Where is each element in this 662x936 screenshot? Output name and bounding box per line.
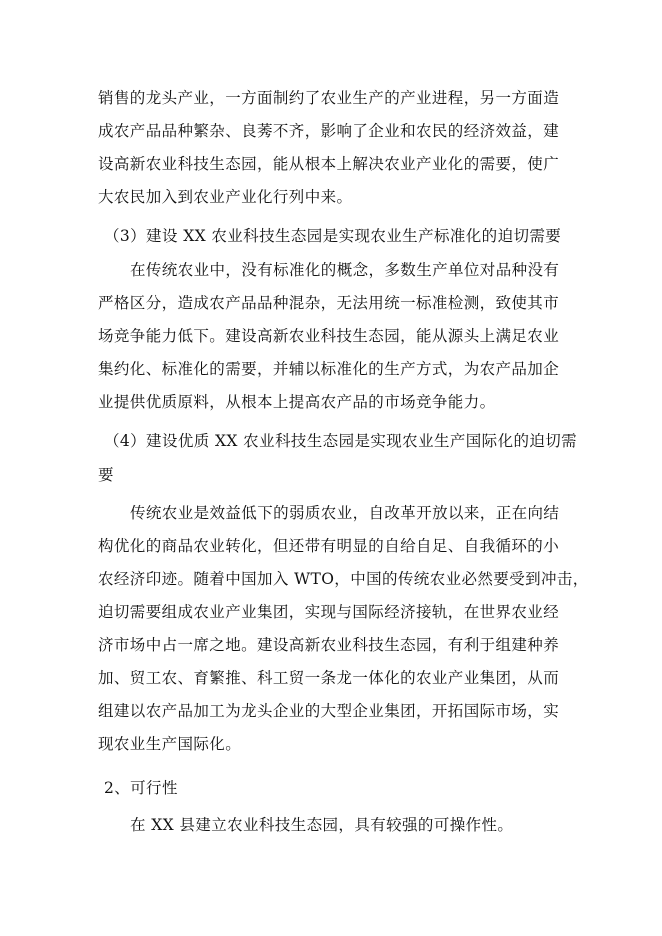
paragraph-line: 济市场中占一席之地。建设高新农业科技生态园，有利于组建种养	[98, 636, 560, 654]
section-heading-2: 2、可行性	[104, 779, 178, 797]
paragraph-line: 在传统农业中，没有标准化的概念，多数生产单位对品种没有	[130, 261, 560, 279]
paragraph-line: 大农民加入到农业产业化行列中来。	[98, 188, 353, 206]
paragraph-line: 迫切需要组成农业产业集团，实现与国际经济接轨，在世界农业经	[98, 603, 560, 621]
paragraph-line: 农经济印迹。随着中国加入 WTO，中国的传统农业必然要受到冲击，	[98, 570, 589, 588]
paragraph-line: 严格区分，造成农产品品种混杂，无法用统一标准检测，致使其市	[98, 294, 560, 312]
section-heading-4-continued: 要	[98, 466, 114, 484]
paragraph-line: 销售的龙头产业，一方面制约了农业生产的产业进程，另一方面造	[98, 89, 560, 107]
paragraph-line: 集约化、标准化的需要，并辅以标准化的生产方式，为农产品加企	[98, 360, 560, 378]
section-heading-4: （4）建设优质 XX 农业科技生态园是实现农业生产国际化的迫切需	[104, 432, 578, 450]
paragraph-line: 设高新农业科技生态园，能从根本上解决农业产业化的需要，使广	[98, 155, 560, 173]
paragraph-line: 构优化的商品农业转化，但还带有明显的自给自足、自我循环的小	[98, 537, 560, 555]
paragraph-line: 组建以农产品加工为龙头企业的大型企业集团，开拓国际市场，实	[98, 702, 560, 720]
paragraph-line: 成农产品品种繁杂、良莠不齐，影响了企业和农民的经济效益，建	[98, 122, 560, 140]
paragraph-line: 加、贸工农、育繁推、科工贸一条龙一体化的农业产业集团，从而	[98, 669, 560, 687]
paragraph-line: 业提供优质原料，从根本上提高农产品的市场竞争能力。	[98, 393, 496, 411]
paragraph-line: 场竞争能力低下。建设高新农业科技生态园，能从源头上满足农业	[98, 327, 560, 345]
paragraph-line: 传统农业是效益低下的弱质农业，自改革开放以来，正在向结	[130, 504, 560, 522]
section-heading-3: （3）建设 XX 农业科技生态园是实现农业生产标准化的迫切需要	[104, 227, 562, 245]
paragraph-line: 现农业生产国际化。	[98, 735, 242, 753]
paragraph-line: 在 XX 县建立农业科技生态园，具有较强的可操作性。	[130, 816, 514, 834]
